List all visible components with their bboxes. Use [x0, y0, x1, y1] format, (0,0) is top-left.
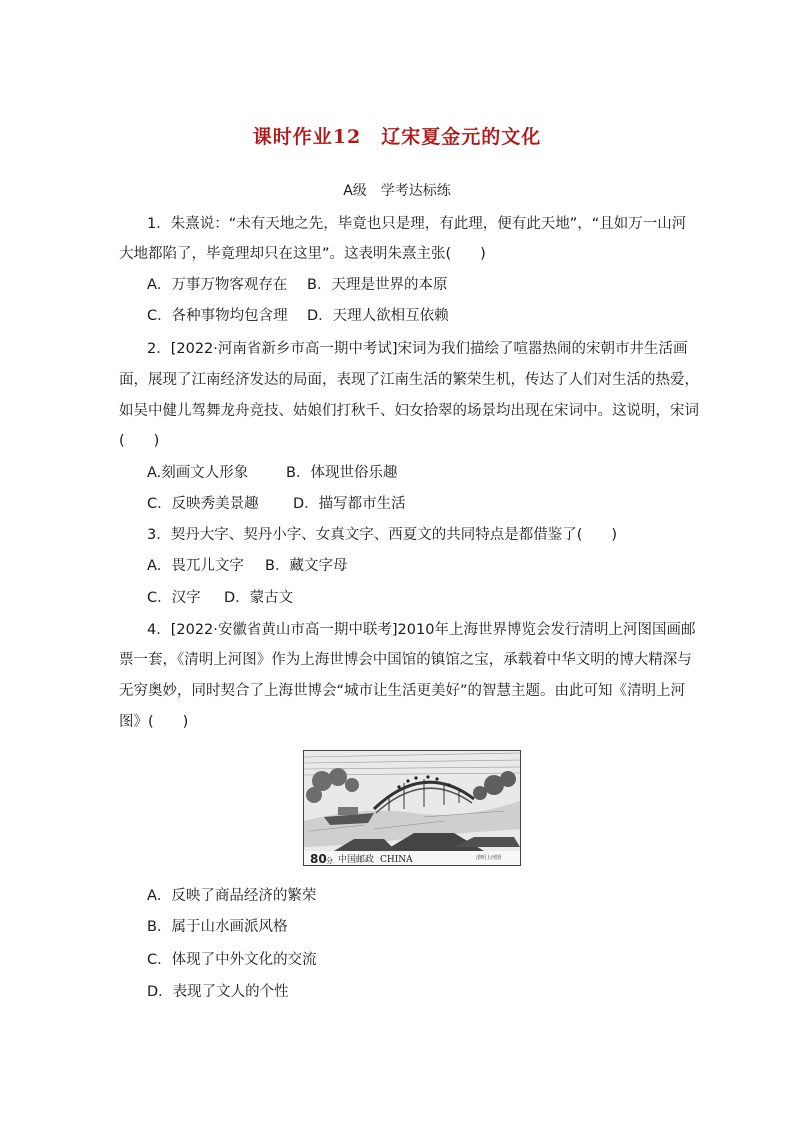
question-4-option-c: C．体现了中外文化的交流 [147, 952, 317, 968]
question-4-option-b: B．属于山水画派风格 [147, 919, 288, 935]
stamp-country: 中国邮政 [338, 855, 375, 865]
question-3-option-a: A．畏兀儿文字 [147, 558, 244, 574]
page-title: 课时作业12 辽宋夏金元的文化 [252, 126, 542, 148]
question-4-text-line-1: 4．[2022·安徽省黄山市高一期中联考]2010年上海世界博览会发行清明上河图国画邮 [147, 622, 696, 638]
question-3-option-d: D．蒙古文 [224, 590, 294, 606]
question-4-text-line-4: 图》( ) [119, 714, 189, 730]
question-2-text-line-1: 2．[2022·河南省新乡市高一期中考试]宋词为我们描绘了喧嚣热闹的宋朝市井生活画 [147, 341, 688, 357]
stamp-illustration [304, 751, 520, 865]
question-2-text-line-4: ( ) [119, 433, 160, 449]
question-1-option-a: A．万事万物客观存在 [147, 277, 288, 293]
question-1-option-d: D．天理人欲相互依赖 [307, 308, 449, 324]
question-1-option-b: B．天理是世界的本原 [307, 277, 448, 293]
question-3-option-c: C．汉字 [147, 590, 201, 606]
section-heading: A级 学考达标练 [343, 183, 451, 199]
question-2-option-d: D．描写都市生活 [293, 496, 406, 512]
question-2-option-a: A.刻画文人形象 [147, 465, 249, 481]
question-3-text-line-1: 3．契丹大字、契丹小字、女真文字、西夏文的共同特点是都借鉴了( ) [147, 527, 618, 543]
stamp-denomination: 80 [310, 852, 327, 865]
stamp-country-en: CHINA [380, 855, 413, 865]
question-4-option-d: D．表现了文人的个性 [147, 984, 289, 1000]
question-2-text-line-3: 如吴中健儿驾舞龙舟竞技、姑娘们打秋千、妇女拾翠的场景均出现在宋词中。这说明，宋词 [119, 403, 699, 419]
question-1-option-c: C．各种事物均包含理 [147, 308, 288, 324]
stamp-image [303, 750, 521, 866]
question-1-text-line-2: 大地都陷了，毕竟理却只在这里”。这表明朱熹主张( ) [119, 246, 486, 262]
question-2-option-c: C．反映秀美景趣 [147, 496, 259, 512]
question-4-option-a: A．反映了商品经济的繁荣 [147, 888, 317, 904]
stamp-caption: 清明上河图 [476, 855, 502, 861]
question-4-text-line-2: 票一套，《清明上河图》作为上海世博会中国馆的镇馆之宝，承载着中华文明的博大精深与 [119, 652, 692, 668]
stamp-unit: 分 [326, 857, 333, 865]
question-4-text-line-3: 无穷奥妙，同时契合了上海世博会“城市让生活更美好”的智慧主题。由此可知《清明上河 [119, 683, 686, 699]
question-3-option-b: B．藏文字母 [265, 558, 348, 574]
question-1-text-line-1: 1．朱熹说：“未有天地之先，毕竟也只是理，有此理，便有此天地”，“且如万一山河 [147, 216, 687, 232]
question-2-text-line-2: 面，展现了江南经济发达的局面，表现了江南生活的繁荣生机，传达了人们对生活的热爱， [119, 372, 699, 388]
question-2-option-b: B．体现世俗乐趣 [286, 465, 398, 481]
